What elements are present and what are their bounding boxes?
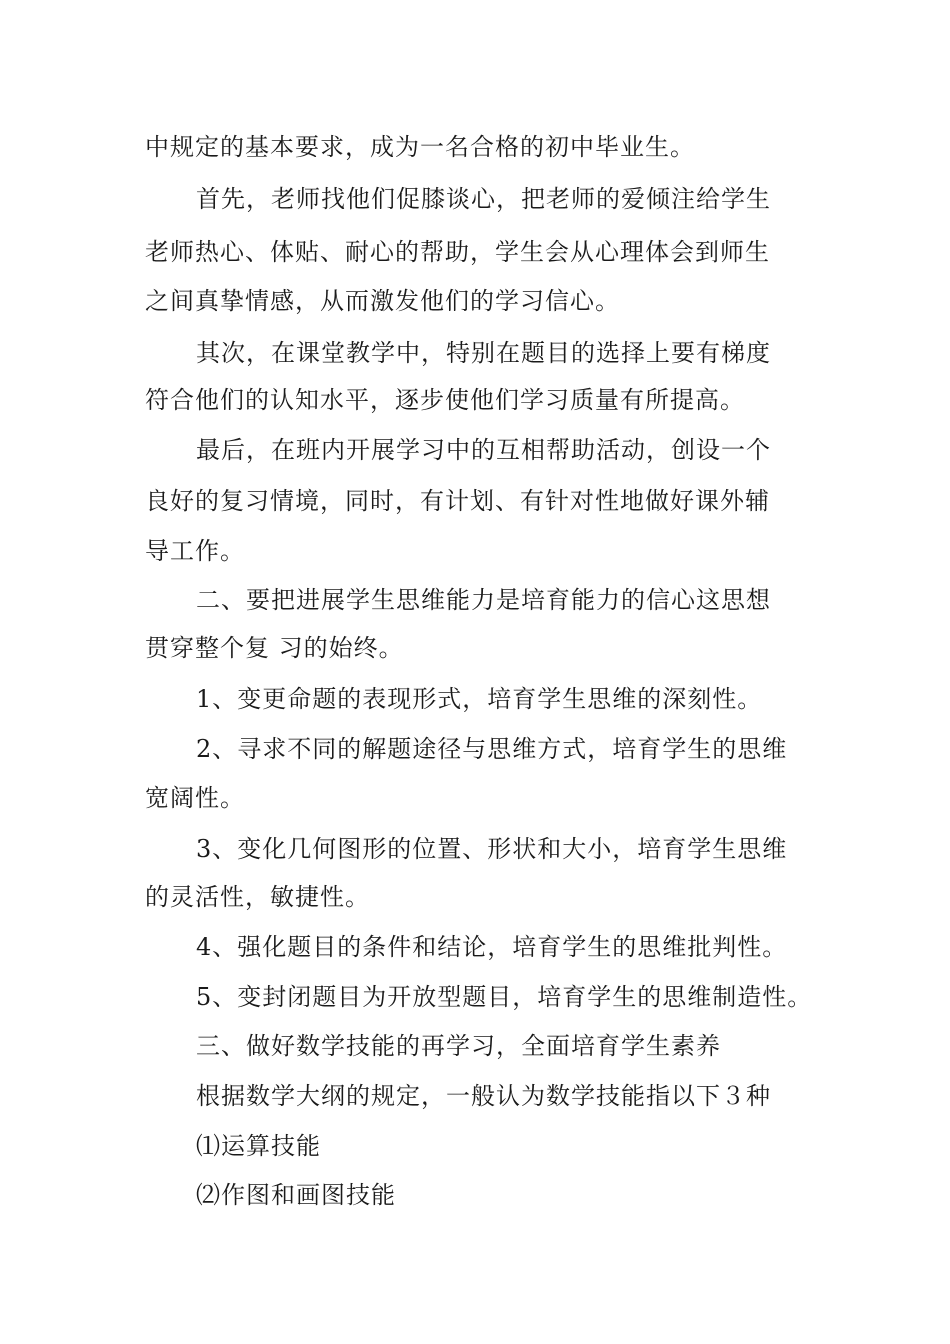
text-line: 5、变封闭题目为开放型题目，培育学生的思维制造性。: [196, 983, 813, 1011]
text-line: ⑴运算技能: [196, 1132, 321, 1160]
text-line: ⑵作图和画图技能: [196, 1181, 396, 1209]
text-line: 的灵活性，敏捷性。: [145, 883, 370, 911]
text-line: 4、强化题目的条件和结论，培育学生的思维批判性。: [196, 933, 788, 961]
text-line: 最后，在班内开展学习中的互相帮助活动，创设一个: [196, 436, 771, 464]
text-line: 老师热心、体贴、耐心的帮助，学生会从心理体会到师生: [145, 238, 770, 266]
text-line: 3、变化几何图形的位置、形状和大小，培育学生思维: [196, 835, 788, 863]
text-line: 之间真挚情感，从而激发他们的学习信心。: [145, 287, 620, 315]
text-line: 宽阔性。: [145, 784, 245, 812]
text-line: 中规定的基本要求，成为一名合格的初中毕业生。: [145, 133, 695, 161]
text-line: 良好的复习情境，同时，有计划、有针对性地做好课外辅: [145, 487, 770, 515]
text-line: 符合他们的认知水平，逐步使他们学习质量有所提高。: [145, 386, 745, 414]
text-line: 三、做好数学技能的再学习，全面培育学生素养: [196, 1032, 721, 1060]
text-line: 1、变更命题的表现形式，培育学生思维的深刻性。: [196, 685, 763, 713]
text-line: 贯穿整个复 习的始终。: [145, 634, 404, 662]
text-line: 2、寻求不同的解题途径与思维方式，培育学生的思维: [196, 735, 788, 763]
text-line: 二、要把进展学生思维能力是培育能力的信心这思想: [196, 586, 771, 614]
text-line: 根据数学大纲的规定，一般认为数学技能指以下３种: [196, 1082, 771, 1110]
text-line: 导工作。: [145, 537, 245, 565]
text-line: 其次，在课堂教学中，特别在题目的选择上要有梯度: [196, 339, 771, 367]
text-line: 首先，老师找他们促膝谈心，把老师的爱倾注给学生: [196, 185, 771, 213]
